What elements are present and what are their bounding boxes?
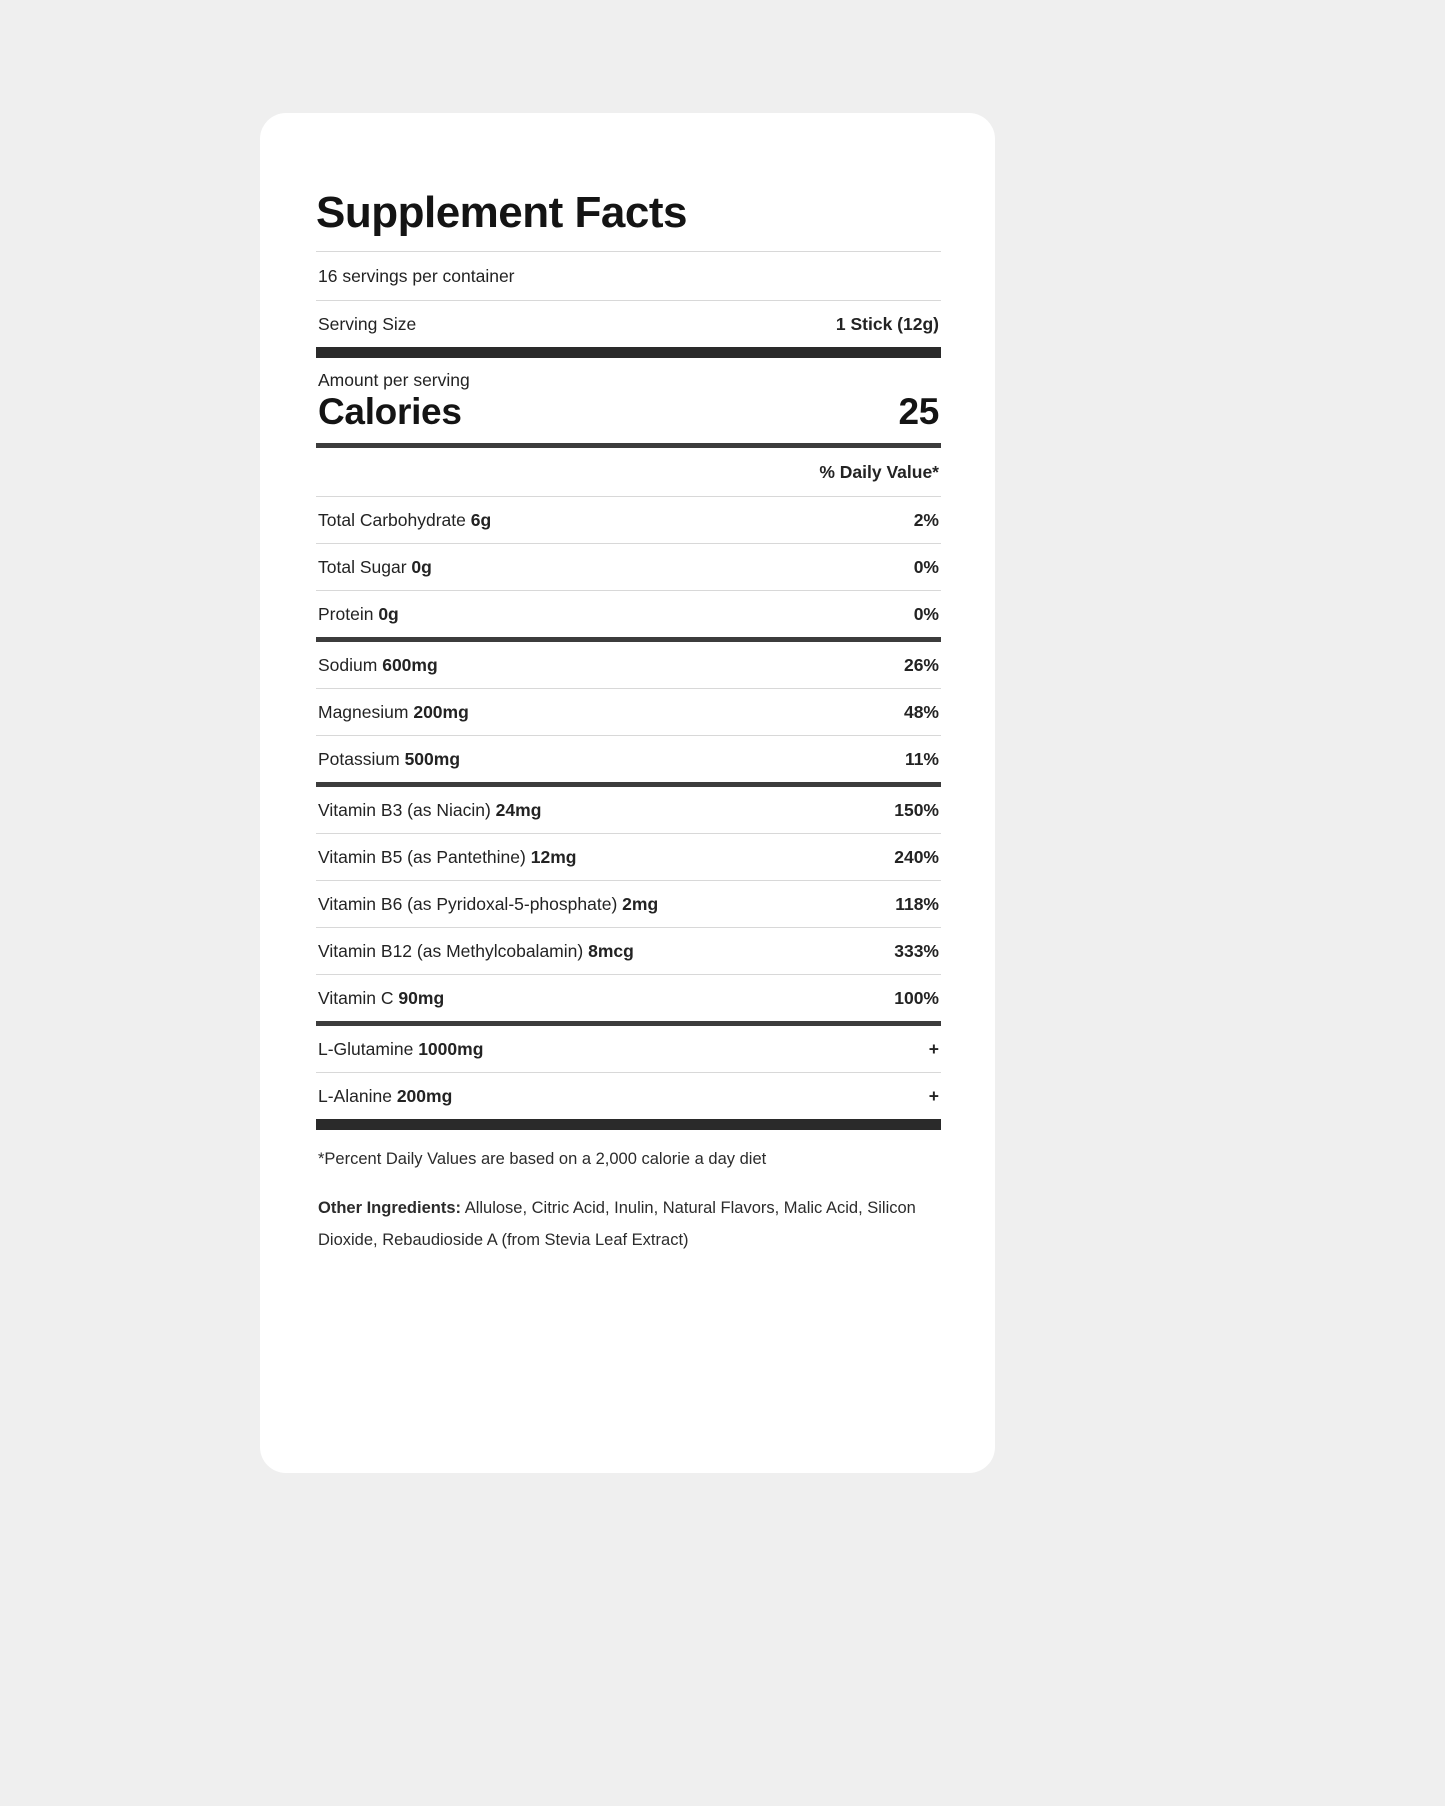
divider-bottom bbox=[316, 1119, 941, 1130]
table-row bbox=[316, 834, 941, 880]
table-row bbox=[316, 881, 941, 927]
calories-row bbox=[316, 391, 941, 443]
nutrient-amount: 24mg bbox=[495, 800, 542, 821]
table-row bbox=[316, 1026, 941, 1072]
nutrient-amount: 0g bbox=[411, 557, 432, 578]
table-row bbox=[316, 544, 941, 590]
nutrient-dv: 48% bbox=[903, 702, 939, 723]
nutrient-name: Total Carbohydrate 6g bbox=[318, 510, 492, 531]
nutrient-amount: 200mg bbox=[413, 702, 469, 723]
nutrient-amount: 12mg bbox=[530, 847, 577, 868]
table-row bbox=[316, 787, 941, 833]
other-ingredients-label: Other Ingredients: bbox=[318, 1199, 462, 1218]
nutrient-amount: 500mg bbox=[404, 749, 461, 770]
nutrient-amount: 6g bbox=[470, 510, 492, 531]
table-row bbox=[316, 736, 941, 782]
nutrient-name: Vitamin B12 (as Methylcobalamin) 8mcg bbox=[318, 941, 634, 962]
nutrient-amount: 90mg bbox=[398, 988, 445, 1009]
nutrient-dv: 0% bbox=[913, 604, 939, 625]
nutrient-amount: 1000mg bbox=[418, 1039, 484, 1060]
nutrient-name: Protein 0g bbox=[318, 604, 399, 625]
daily-value-header: % Daily Value* bbox=[819, 462, 939, 483]
nutrient-amount: 2mg bbox=[622, 894, 659, 915]
nutrient-dv: 150% bbox=[894, 800, 939, 821]
nutrient-name: Vitamin C 90mg bbox=[318, 988, 445, 1009]
nutrient-dv: + bbox=[928, 1039, 939, 1060]
table-row bbox=[316, 642, 941, 688]
nutrient-name: Potassium 500mg bbox=[318, 749, 461, 770]
nutrient-amount: 8mcg bbox=[588, 941, 634, 962]
table-row bbox=[316, 928, 941, 974]
nutrient-name: L-Glutamine 1000mg bbox=[318, 1039, 484, 1060]
divider-serving-size bbox=[316, 347, 941, 358]
supplement-facts-panel bbox=[316, 189, 941, 1257]
serving-size-label: Serving Size bbox=[318, 314, 417, 335]
nutrient-dv: 100% bbox=[894, 988, 939, 1009]
table-row bbox=[316, 689, 941, 735]
nutrient-amount: 0g bbox=[378, 604, 399, 625]
table-row bbox=[316, 591, 941, 637]
nutrient-name: Vitamin B5 (as Pantethine) 12mg bbox=[318, 847, 577, 868]
nutrient-dv: 240% bbox=[894, 847, 939, 868]
calories-value: 25 bbox=[898, 391, 939, 433]
nutrient-name: L-Alanine 200mg bbox=[318, 1086, 453, 1107]
other-ingredients-text: Allulose, Citric Acid, Inulin, Natural Flavors, Malic Acid, Silicon Dioxide, Rebaudioside A (from Stevia Leaf Extract) bbox=[318, 1199, 916, 1250]
nutrient-dv: 333% bbox=[894, 941, 939, 962]
daily-value-footnote: *Percent Daily Values are based on a 2,000 calorie a day diet bbox=[318, 1150, 767, 1169]
panel-title: Supplement Facts bbox=[316, 188, 687, 237]
serving-size-value: 1 Stick (12g) bbox=[835, 314, 939, 335]
servings-per-container: 16 servings per container bbox=[318, 266, 515, 287]
nutrient-amount: 600mg bbox=[382, 655, 438, 676]
nutrient-dv: + bbox=[928, 1086, 939, 1107]
other-ingredients bbox=[316, 1172, 941, 1256]
calories-label: Calories bbox=[318, 391, 462, 433]
nutrient-name: Sodium 600mg bbox=[318, 655, 438, 676]
supplement-facts-card bbox=[260, 113, 995, 1473]
amount-per-serving-label: Amount per serving bbox=[318, 370, 470, 391]
serving-size-row bbox=[316, 301, 941, 347]
nutrient-dv: 11% bbox=[904, 749, 939, 770]
nutrient-dv: 118% bbox=[895, 894, 939, 915]
nutrient-name: Vitamin B6 (as Pyridoxal-5-phosphate) 2mg bbox=[318, 894, 659, 915]
table-row bbox=[316, 975, 941, 1021]
nutrient-amount: 200mg bbox=[396, 1086, 453, 1107]
nutrient-dv: 26% bbox=[903, 655, 939, 676]
nutrient-name: Vitamin B3 (as Niacin) 24mg bbox=[318, 800, 542, 821]
nutrient-dv: 2% bbox=[913, 510, 939, 531]
table-row bbox=[316, 1073, 941, 1119]
nutrient-dv: 0% bbox=[913, 557, 939, 578]
nutrient-name: Magnesium 200mg bbox=[318, 702, 469, 723]
table-row bbox=[316, 497, 941, 543]
nutrient-name: Total Sugar 0g bbox=[318, 557, 432, 578]
